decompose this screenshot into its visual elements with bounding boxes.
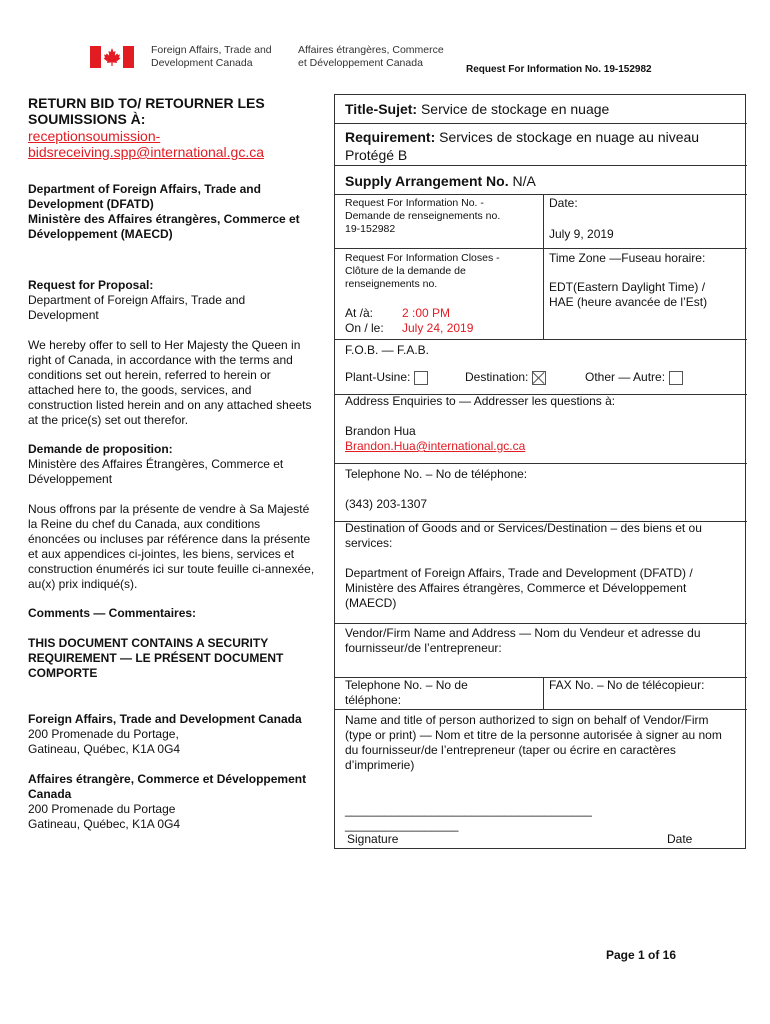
other-checkbox[interactable] (669, 371, 683, 385)
fax-label: FAX No. – No de télécopieur: (549, 678, 705, 692)
vendor-telephone-label: Telephone No. – No de téléphone: (345, 678, 468, 707)
bid-email-link[interactable]: receptionsoumission- bidsreceiving.spp@international.gc.ca (28, 128, 265, 160)
contact-email-link[interactable]: Brandon.Hua@international.gc.ca (345, 439, 526, 453)
signature-line-2: _________________ (345, 818, 459, 832)
page-number: Page 1 of 16 (606, 948, 677, 962)
comments-label: Comments — Commentaires: (28, 606, 197, 620)
enquiries-label: Address Enquiries to — Addresser les questions à: (345, 394, 616, 408)
canada-flag-logo (90, 46, 134, 68)
return-bid-heading: RETURN BID TO/ RETOURNER LES SOUMISSIONS À: (28, 95, 265, 127)
destination-value: Department of Foreign Affairs, Trade and Development (DFATD) / Ministère des Affaires étrangères, Commerce et Développement (MAECD) (345, 566, 693, 610)
rfi-number-cell: Request For Information No. - Demande de renseignements no. 19-152982 (345, 197, 501, 235)
dept-name-fr: Affaires étrangères, Commerce et Développement Canada (298, 44, 444, 69)
signature-line: _____________________________________ (345, 803, 592, 817)
telephone-value: (343) 203-1307 (345, 497, 428, 511)
vendor-label: Vendor/Firm Name and Address — Nom du Vendeur et adresse du fournisseur/de l’entrepreneur: (345, 626, 701, 655)
title-field: Title-Sujet: Service de stockage en nuage (345, 101, 610, 117)
maple-leaf-icon (102, 47, 122, 67)
rfi-number-header: Request For Information No. 19-152982 (466, 64, 652, 75)
date-label: Date: (549, 196, 578, 210)
plant-option[interactable]: Plant-Usine: (345, 370, 428, 385)
department-block: Department of Foreign Affairs, Trade and Development (DFATD) Ministère des Affaires étrangères, Commerce et Développement (MAECD) (28, 182, 300, 241)
security-notice: THIS DOCUMENT CONTAINS A SECURITY REQUIREMENT — LE PRÉSENT DOCUMENT COMPORTE (28, 636, 284, 680)
signature-label: Signature (347, 832, 399, 846)
fob-label: F.O.B. — F.A.B. (345, 343, 430, 357)
timezone-label: Time Zone —Fuseau horaire: (549, 251, 706, 265)
plant-checkbox[interactable] (414, 371, 428, 385)
address-en: Foreign Affairs, Trade and Development Canada 200 Promenade du Portage, Gatineau, Québec, K1A 0G4 (28, 712, 302, 756)
rfi-form-table (334, 94, 746, 849)
destination-checkbox-checked[interactable] (532, 371, 546, 385)
supply-arrangement-field: Supply Arrangement No. N/A (345, 173, 536, 189)
other-option[interactable]: Other — Autre: (585, 370, 683, 385)
closing-time: At /à: 2 :00 PM (345, 306, 451, 320)
rfp-block: Request for Proposal: Department of Foreign Affairs, Trade and Development (28, 278, 246, 322)
address-fr: Affaires étrangère, Commerce et Développement Canada 200 Promenade du Portage Gatineau, Québec, K1A 0G4 (28, 772, 307, 831)
dept-name-en: Foreign Affairs, Trade and Development Canada (151, 44, 272, 69)
closing-label: Request For Information Closes - Clôture de la demande de renseignements no. (345, 252, 500, 290)
timezone-value: EDT(Eastern Daylight Time) / HAE (heure avancée de l’Est) (549, 280, 708, 309)
authorized-person-label: Name and title of person authorized to sign on behalf of Vendor/Firm (type or print) — Nom et titre de la personne autorisée à signer au nom du fournisseur/de l’entrepreneur (taper ou écrire en caractères d’imprimerie) (345, 713, 722, 772)
destination-label: Destination of Goods and or Services/Destination – des biens et ou services: (345, 521, 702, 550)
offer-text-fr: Nous offrons par la présente de vendre à Sa Majesté la Reine du chef du Canada, aux conditions énoncées ou incluses par référence dans la présente et aux appendices ci-jointes, les biens, services et construction énumérés ici sur toute feuille ci-annexée, au(x) prix indiqué(s). (28, 502, 315, 591)
demande-block: Demande de proposition: Ministère des Affaires Étrangères, Commerce et Développement (28, 442, 284, 486)
offer-text-en: We hereby offer to sell to Her Majesty the Queen in right of Canada, in accordance with the terms and conditions set out herein, referred to herein or attached here to, the goods, services, and construction listed herein and on any attached sheets at the price(s) set out therefor. (28, 338, 312, 427)
contact-name: Brandon Hua (345, 424, 416, 438)
requirement-field: Requirement: Services de stockage en nuage au niveau Protégé B (345, 129, 700, 163)
date-value: July 9, 2019 (549, 227, 614, 241)
telephone-label: Telephone No. – No de téléphone: (345, 467, 528, 481)
closing-date: On / le: July 24, 2019 (345, 321, 474, 335)
destination-option[interactable]: Destination: (465, 370, 546, 385)
date-signature-label: Date (667, 832, 693, 846)
